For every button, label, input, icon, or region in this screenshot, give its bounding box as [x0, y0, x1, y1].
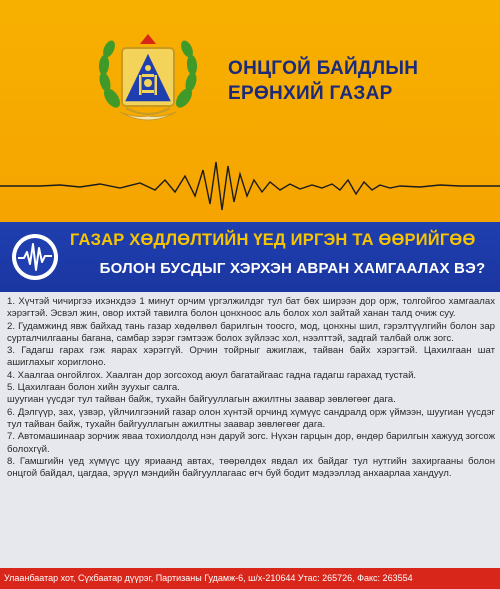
instruction-item: 7. Автомашинаар зорчиж яваа тохиолдолд нэн даруй зогс. Нүхэн гарцын дор, өндөр барилгын хажууд зогсож болохгүй. — [7, 431, 495, 455]
org-title-line2: ЕРӨНХИЙ ГАЗАР — [228, 83, 393, 104]
seismograph-icon — [10, 232, 60, 282]
instruction-item: 3. Гадагш гарах гэж яарах хэрэггүй. Орчин тойрныг ажиглаж, тайван байх хэрэгтэй. Цахилгаан шат ашиглахыг хориглоно. — [7, 345, 495, 369]
title-banner — [0, 222, 500, 292]
instruction-item: 5. Цахилгаан болон хийн зуухыг салга. — [7, 382, 180, 394]
instructions-list — [7, 296, 495, 480]
contact-footer — [0, 568, 500, 589]
state-emblem-icon — [92, 20, 204, 132]
instructions-panel — [0, 292, 500, 568]
banner-title-line2: БОЛОН БУСДЫГ ХЭРХЭН АВРАН ХАМГААЛАХ ВЭ? — [99, 260, 486, 277]
instruction-item: 8. Гамшгийн үед хүмүүс цуу яриаанд автах, төөрөлдөх явдал их байдаг тул нутгийн захиргааны болон онцгой байдал, цагдаа, эрүүл мэндийн байгууллагаас өгч буй бодит мэдээллэд анхаарлаа хандуул. — [7, 455, 495, 480]
banner-title-line1: ГАЗАР ХӨДЛӨЛТИЙН ҮЕД ИРГЭН ТА ӨӨРИЙГӨӨ — [70, 231, 476, 249]
header-section — [0, 0, 500, 222]
instruction-item: 4. Хаалгаа онгойлгох. Хаалган дор зогсоход аюул багатайгаас гадна гадагш гарахад тустай. — [7, 369, 417, 381]
instruction-item: 2. Гудамжинд явж байхад тань газар хөдөлвөл барилгын тоосго, мод, цонхны шил, гэрэлтүүлгийн болон зар сурталчилгааны багана, самбар зэрэг гэмтээж болох зүйлээс хол, нээлттэй, задгай талбай олж зогс. — [7, 320, 495, 344]
organization-title — [228, 56, 488, 106]
footer-address: Улаанбаатар хот, Сүхбаатар дүүрэг, Партизаны Гудамж-6, ш/х-210644 Утас: 265726, Факс: 263554 — [4, 573, 413, 583]
instruction-item: 6. Дэлгүүр, зах, үзвэр, үйлчилгээний газар олон хүнтэй орчинд хүмүүс сандралд орж үймээн, шуугиан үүсдэг тул тайван байж, тухайн байгууллагын ажилтны заавар зөвлөгөөг дага. — [7, 406, 495, 430]
org-title-line1: ОНЦГОЙ БАЙДЛЫН — [228, 58, 419, 79]
instruction-item: 1. Хүчтэй чичиргээ ихэнхдээ 1 минут орчим үргэлжилдэг тул бат бөх ширээн дор орж, толгойгоо хамгаалах хэрэгтэй. Эсвэл жин, овор ихтэй тавилга болон цонхноос аль болох хол зайтай ханан талд очиж суу. — [7, 296, 495, 320]
instruction-item: шуугиан үүсдэг тул тайван байж, тухайн байгууллагын ажилтны заавар зөвлөгөөг дага. — [7, 394, 396, 406]
seismic-wave — [0, 146, 500, 216]
